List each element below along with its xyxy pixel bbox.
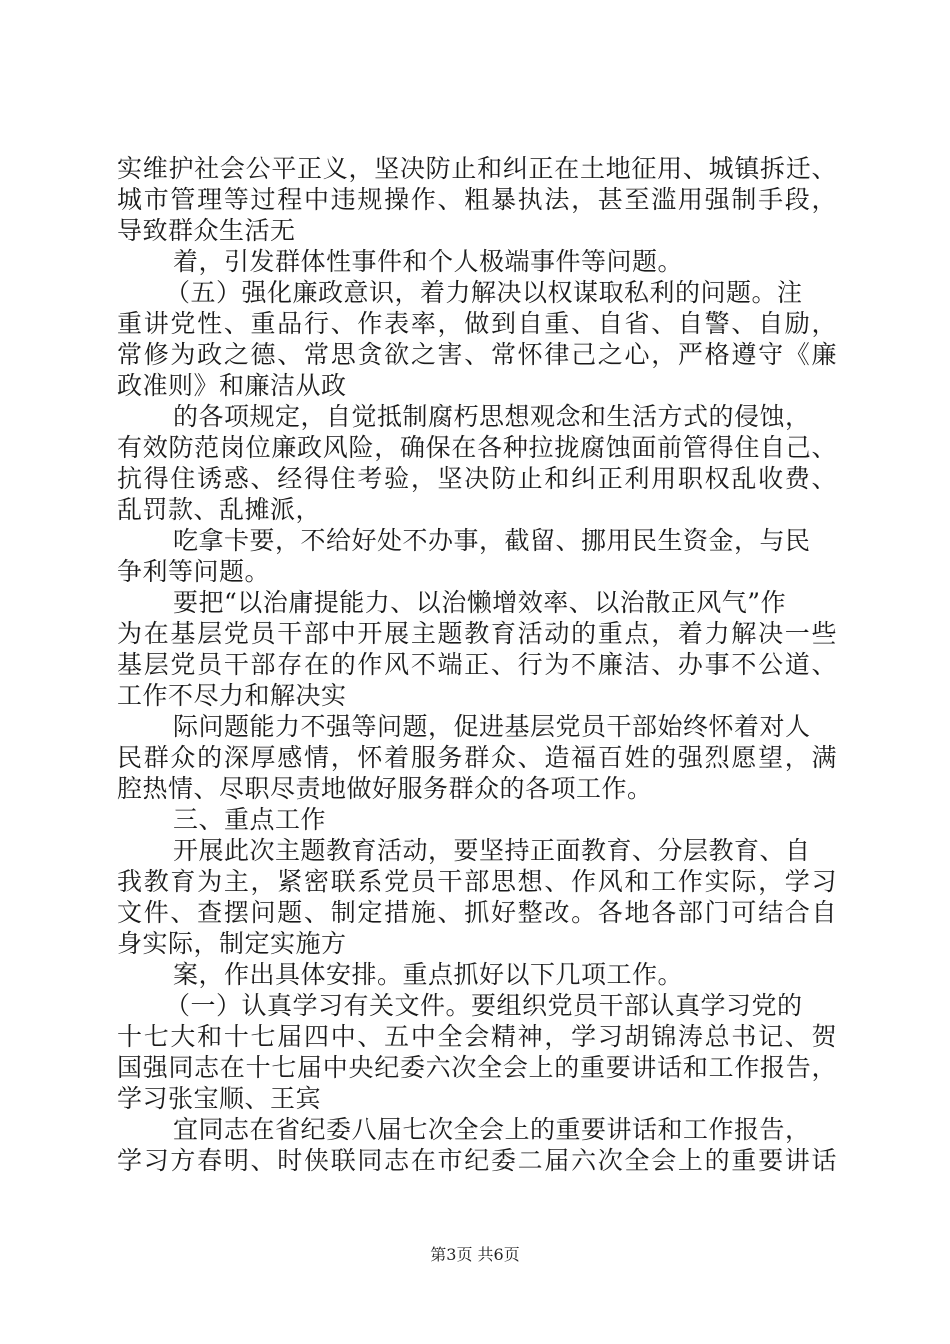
text-line: 为在基层党员干部中开展主题教育活动的重点，着力解决一些 [117,619,837,648]
text-line: 腔热情、尽职尽责地做好服务群众的各项工作。 [117,774,653,803]
text-line: 国强同志在十七届中央纪委六次全会上的重要讲话和工作报告， [117,1053,837,1082]
text-line: 乱罚款、乱摊派， [117,495,322,524]
text-line: 吃拿卡要，不给好处不办事，截留、挪用民生资金，与民 [173,526,811,555]
text-line: 学习张宝顺、王宾 [117,1084,322,1113]
text-line: 基层党员干部存在的作风不端正、行为不廉洁、办事不公道、 [117,650,837,679]
text-line: （五）强化廉政意识，着力解决以权谋取私利的问题。注 [165,278,803,307]
text-line: 际问题能力不强等问题，促进基层党员干部始终怀着对人 [173,712,811,741]
text-line: 民群众的深厚感情，怀着服务群众、造福百姓的强烈愿望，满 [117,743,837,772]
text-line: （一）认真学习有关文件。要组织党员干部认真学习党的 [165,991,803,1020]
text-line: 的各项规定，自觉抵制腐朽思想观念和生活方式的侵蚀， [173,402,811,431]
text-line: 身实际，制定实施方 [117,929,347,958]
text-line: 着，引发群体性事件和个人极端事件等问题。 [173,247,684,276]
text-line: 案，作出具体安排。重点抓好以下几项工作。 [173,960,684,989]
text-line: 政准则》和廉洁从政 [117,371,347,400]
text-line: 城市管理等过程中违规操作、粗暴执法，甚至滥用强制手段， [117,185,837,214]
text-line: 学习方春明、时侠联同志在市纪委二届六次全会上的重要讲话 [117,1146,837,1175]
text-line: 重讲党性、重品行、作表率，做到自重、自省、自警、自励， [117,309,837,338]
text-line: 我教育为主，紧密联系党员干部思想、作风和工作实际，学习 [117,867,837,896]
text-line: 十七大和十七届四中、五中全会精神，学习胡锦涛总书记、贺 [117,1022,837,1051]
text-line: 有效防范岗位廉政风险，确保在各种拉拢腐蚀面前管得住自己、 [117,433,837,462]
text-line: 常修为政之德、常思贪欲之害、常怀律己之心，严格遵守《廉 [117,340,837,369]
text-line: 要把“以治庸提能力、以治懒增效率、以治散正风气”作 [173,588,787,617]
text-line: 开展此次主题教育活动，要坚持正面教育、分层教育、自 [173,836,811,865]
text-line: 争利等问题。 [117,557,271,586]
text-line: 导致群众生活无 [117,216,296,245]
page-footer: 第3页 共6页 [430,1245,520,1264]
text-line: 三、重点工作 [173,805,327,834]
text-line: 抗得住诱惑、经得住考验，坚决防止和纠正利用职权乱收费、 [117,464,837,493]
text-line: 实维护社会公平正义，坚决防止和纠正在土地征用、城镇拆迁、 [117,154,837,183]
text-line: 工作不尽力和解决实 [117,681,347,710]
text-line: 宜同志在省纪委八届七次全会上的重要讲话和工作报告， [173,1115,811,1144]
text-line: 文件、查摆问题、制定措施、抓好整改。各地各部门可结合自 [117,898,837,927]
document-body [117,153,837,1176]
